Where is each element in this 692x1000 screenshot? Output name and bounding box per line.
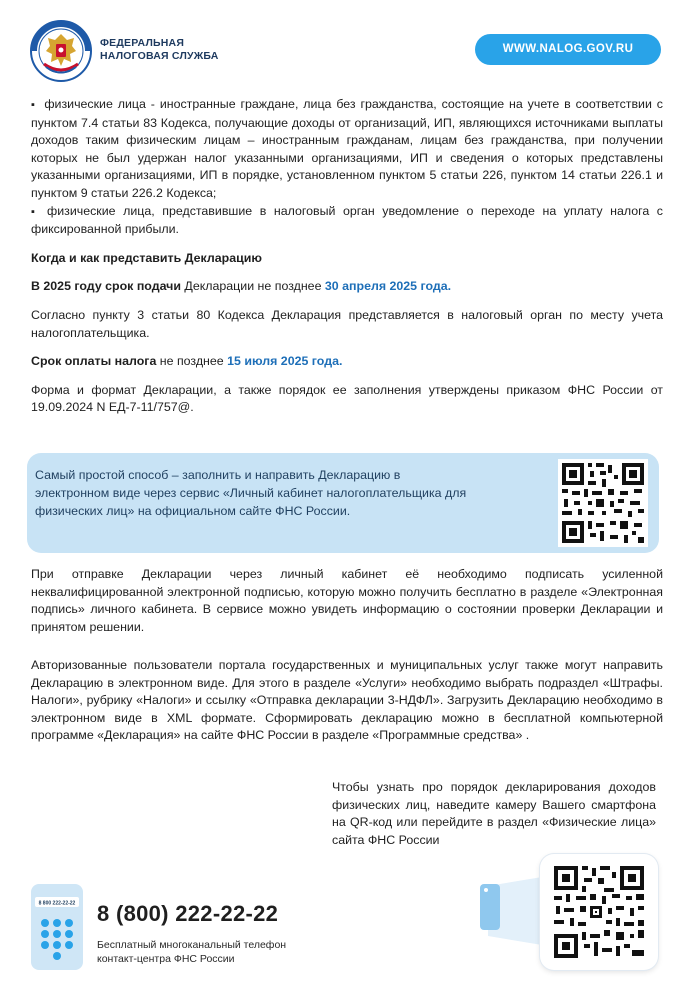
logo-text — [100, 37, 219, 63]
logo-line2: НАЛОГОВАЯ СЛУЖБА — [100, 50, 219, 62]
deadline-line — [31, 278, 663, 296]
bullet-foreign-citizens: ▪ физические лица - иностранные граждане, лица без гражданства, состоящие на учете в соответствии с пунктом 7.4 статьи 83 Кодекса, получающие доходы от организаций, ИП, являющихся источниками выплаты доходов таким физическим лицам – иностранным гражданам, лицам без гражданства, при получении которых не был удержан налог указанными организациями, ИП и сведения о которых представлены указанными организациями, ИП в порядке, установленном пунктом 5 статьи 226, пунктом 14 статьи 226.1 и пунктом 9 статьи 226.2 Кодекса; — [31, 96, 663, 203]
gosuslugi-paragraph: Авторизованные пользователи портала государственных и муниципальных услуг также могут направить Декларацию в электронном виде. Для этого в разделе «Услуги» необходимо выбрать подраздел «Штрафы. Налоги», рубрику «Налоги» и ссылку «Отправка декларации 3-НДФЛ». Загрузить Декларацию необходимо в электронном виде в XML формате. Сформировать декларацию можно в бесплатной компьютерной программе «Декларация» на сайте ФНС России в разделе «Программные средства» . — [31, 658, 663, 743]
bullet-fixed-profit: ▪ физические лица, представившие в налоговый орган уведомление о переходе на уплату налога с фиксированной прибыли. — [31, 203, 663, 239]
qr-code-icon[interactable] — [552, 864, 646, 960]
main-content — [31, 96, 663, 417]
phone-keypad-icon — [30, 883, 84, 971]
payment-middle: не позднее — [156, 354, 228, 369]
deadline-middle: Декларации не позднее — [180, 279, 325, 294]
qr-note: Чтобы узнать про порядок декларирования доходов физических лиц, наведите камеру Вашего смартфона на QR-код или перейдите в раздел «Физические лица» сайта ФНС России — [332, 780, 656, 847]
payment-date: 15 июля 2025 года. — [227, 354, 343, 369]
deadline-date: 30 апреля 2025 года. — [324, 279, 452, 294]
header — [0, 0, 692, 90]
logo-line1: ФЕДЕРАЛЬНАЯ — [100, 37, 185, 49]
fns-emblem-icon — [30, 20, 92, 82]
hotline-caption — [97, 938, 286, 966]
hotline-number[interactable]: 8 (800) 222-22-22 — [97, 901, 279, 926]
deadline-prefix: В 2025 году срок подачи — [31, 279, 181, 294]
callout-text: Самый простой способ – заполнить и направить Декларацию в электронном виде через сервис «Личный кабинет налогоплательщика для физических лиц» на официальном сайте ФНС России. — [35, 468, 467, 518]
qr-frame — [540, 854, 658, 970]
hotline-caption-line2: контакт-центра ФНС России — [97, 953, 235, 965]
callout-box — [27, 453, 659, 553]
site-link-button[interactable]: WWW.NALOG.GOV.RU — [475, 34, 661, 65]
form-order-text: Форма и формат Декларации, а также порядок ее заполнения утверждены приказом ФНС России от 19.09.2024 N ЕД-7-11/757@. — [31, 382, 663, 415]
payment-prefix: Срок оплаты налога — [31, 354, 157, 369]
qr-code-icon[interactable] — [558, 459, 648, 547]
hotline-caption-line1: Бесплатный многоканальный телефон — [97, 939, 287, 951]
signature-paragraph: При отправке Декларации через личный кабинет её необходимо подписать усиленной неквалифицированной электронной подписью, которую можно получить бесплатно в разделе «Электронная подпись» личного кабинета. В сервисе можно увидеть информацию о состоянии проверки Декларации и принятом решении. — [31, 567, 663, 634]
smartphone-scan-icon — [478, 876, 548, 946]
where-submit-text: Согласно пункту 3 статьи 80 Кодекса Декларация представляется в налоговый орган по месту учета налогоплательщика. — [31, 307, 663, 340]
phone-screen-number: 8 800 222-22-22 — [38, 900, 76, 907]
payment-line — [31, 353, 663, 371]
section-heading: Когда и как представить Декларацию — [31, 250, 262, 265]
